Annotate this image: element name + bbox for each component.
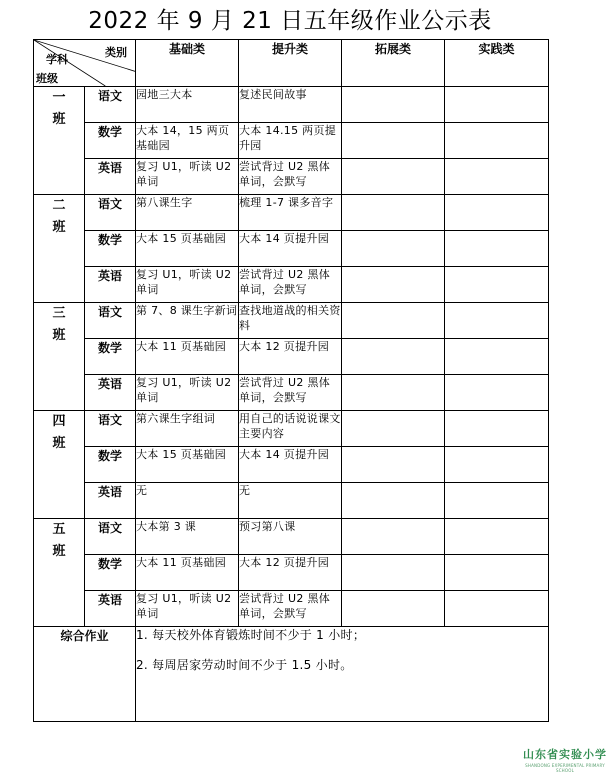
advanced-homework-cell: 大本 12 页提升园 (239, 555, 342, 591)
subject-cell: 英语 (85, 591, 136, 627)
table-row (34, 447, 549, 483)
practice-homework-cell (445, 411, 549, 447)
subject-cell: 语文 (85, 87, 136, 123)
comprehensive-label: 综合作业 (34, 627, 136, 722)
advanced-homework-cell: 尝试背过 U2 黑体单词，会默写 (239, 375, 342, 411)
practice-homework-cell (445, 519, 549, 555)
table-row (34, 303, 549, 339)
table-row (34, 375, 549, 411)
advanced-homework-cell: 尝试背过 U2 黑体单词，会默写 (239, 159, 342, 195)
extension-homework-cell (342, 87, 445, 123)
extension-homework-cell (342, 447, 445, 483)
subject-cell: 数学 (85, 339, 136, 375)
table-row (34, 87, 549, 123)
basic-homework-cell: 大本 15 页基础园 (136, 231, 239, 267)
extension-homework-cell (342, 303, 445, 339)
practice-homework-cell (445, 159, 549, 195)
table-row (34, 195, 549, 231)
advanced-homework-cell: 大本 14 页提升园 (239, 231, 342, 267)
advanced-homework-cell: 大本 14 页提升园 (239, 447, 342, 483)
practice-homework-cell (445, 267, 549, 303)
basic-homework-cell: 复习 U1，听读 U2 单词 (136, 591, 239, 627)
basic-homework-cell: 复习 U1，听读 U2 单词 (136, 375, 239, 411)
extension-homework-cell (342, 231, 445, 267)
comprehensive-line: 1. 每天校外体育锻炼时间不少于 1 小时； (136, 628, 366, 642)
basic-homework-cell: 复习 U1，听读 U2 单词 (136, 159, 239, 195)
subject-cell: 数学 (85, 447, 136, 483)
basic-homework-cell: 第八课生字 (136, 195, 239, 231)
advanced-homework-cell: 尝试背过 U2 黑体单词，会默写 (239, 591, 342, 627)
advanced-homework-cell: 查找地道战的相关资料 (239, 303, 342, 339)
school-logo (519, 746, 611, 773)
basic-homework-cell: 第 7、8 课生字新词 (136, 303, 239, 339)
subject-cell: 数学 (85, 123, 136, 159)
comprehensive-row (34, 627, 549, 722)
extension-homework-cell (342, 411, 445, 447)
subject-cell: 数学 (85, 555, 136, 591)
corner-category-label: 类别 (105, 46, 127, 59)
basic-homework-cell: 复习 U1，听读 U2 单词 (136, 267, 239, 303)
practice-homework-cell (445, 555, 549, 591)
table-row (34, 591, 549, 627)
homework-table (33, 39, 549, 722)
advanced-homework-cell: 用自己的话说说课文主要内容 (239, 411, 342, 447)
practice-homework-cell (445, 375, 549, 411)
subject-cell: 英语 (85, 375, 136, 411)
practice-homework-cell (445, 447, 549, 483)
practice-homework-cell (445, 231, 549, 267)
corner-class-label: 班级 (36, 72, 58, 85)
advanced-homework-cell: 大本 14.15 两页提升园 (239, 123, 342, 159)
col-header-advanced: 提升类 (239, 40, 342, 87)
table-row (34, 339, 549, 375)
table-row (34, 411, 549, 447)
basic-homework-cell: 大本 15 页基础园 (136, 447, 239, 483)
basic-homework-cell: 大本第 3 课 (136, 519, 239, 555)
advanced-homework-cell: 无 (239, 483, 342, 519)
class-name-cell: 五 班 (34, 519, 85, 627)
table-row (34, 231, 549, 267)
class-name-cell: 四 班 (34, 411, 85, 519)
extension-homework-cell (342, 591, 445, 627)
class-name-cell: 一 班 (34, 87, 85, 195)
table-row (34, 159, 549, 195)
class-name-cell: 三 班 (34, 303, 85, 411)
advanced-homework-cell: 大本 12 页提升园 (239, 339, 342, 375)
extension-homework-cell (342, 195, 445, 231)
basic-homework-cell: 大本 11 页基础园 (136, 555, 239, 591)
extension-homework-cell (342, 519, 445, 555)
subject-cell: 英语 (85, 483, 136, 519)
basic-homework-cell: 园地三大本 (136, 87, 239, 123)
extension-homework-cell (342, 339, 445, 375)
comprehensive-line: 2. 每周居家劳动时间不少于 1.5 小时。 (136, 658, 353, 672)
extension-homework-cell (342, 555, 445, 591)
extension-homework-cell (342, 159, 445, 195)
practice-homework-cell (445, 483, 549, 519)
advanced-homework-cell: 梳理 1-7 课多音字 (239, 195, 342, 231)
practice-homework-cell (445, 591, 549, 627)
practice-homework-cell (445, 123, 549, 159)
table-row (34, 123, 549, 159)
table-row (34, 555, 549, 591)
practice-homework-cell (445, 303, 549, 339)
advanced-homework-cell: 尝试背过 U2 黑体单词，会默写 (239, 267, 342, 303)
logo-name-cn: 山东省实验小学 (523, 748, 607, 761)
page-title: 2022 年 9 月 21 日五年级作业公示表 (88, 8, 492, 34)
practice-homework-cell (445, 339, 549, 375)
extension-homework-cell (342, 123, 445, 159)
table-row (34, 519, 549, 555)
practice-homework-cell (445, 195, 549, 231)
basic-homework-cell: 大本 14，15 两页基础园 (136, 123, 239, 159)
extension-homework-cell (342, 375, 445, 411)
advanced-homework-cell: 复述民间故事 (239, 87, 342, 123)
col-header-basic: 基础类 (136, 40, 239, 87)
subject-cell: 英语 (85, 267, 136, 303)
header-row (34, 40, 549, 87)
basic-homework-cell: 大本 11 页基础园 (136, 339, 239, 375)
table-row (34, 483, 549, 519)
basic-homework-cell: 无 (136, 483, 239, 519)
practice-homework-cell (445, 87, 549, 123)
subject-cell: 英语 (85, 159, 136, 195)
col-header-extension: 拓展类 (342, 40, 445, 87)
extension-homework-cell (342, 483, 445, 519)
comprehensive-body (136, 627, 549, 722)
table-row (34, 267, 549, 303)
logo-name-en: SHANDONG EXPERIMENTAL PRIMARY SCHOOL (525, 763, 605, 773)
basic-homework-cell: 第六课生字组词 (136, 411, 239, 447)
col-header-practice: 实践类 (445, 40, 549, 87)
advanced-homework-cell: 预习第八课 (239, 519, 342, 555)
class-name-cell: 二 班 (34, 195, 85, 303)
subject-cell: 数学 (85, 231, 136, 267)
subject-cell: 语文 (85, 519, 136, 555)
extension-homework-cell (342, 267, 445, 303)
subject-cell: 语文 (85, 303, 136, 339)
diagonal-header-cell (34, 40, 136, 87)
subject-cell: 语文 (85, 195, 136, 231)
subject-cell: 语文 (85, 411, 136, 447)
corner-subject-label: 学科 (46, 53, 68, 66)
